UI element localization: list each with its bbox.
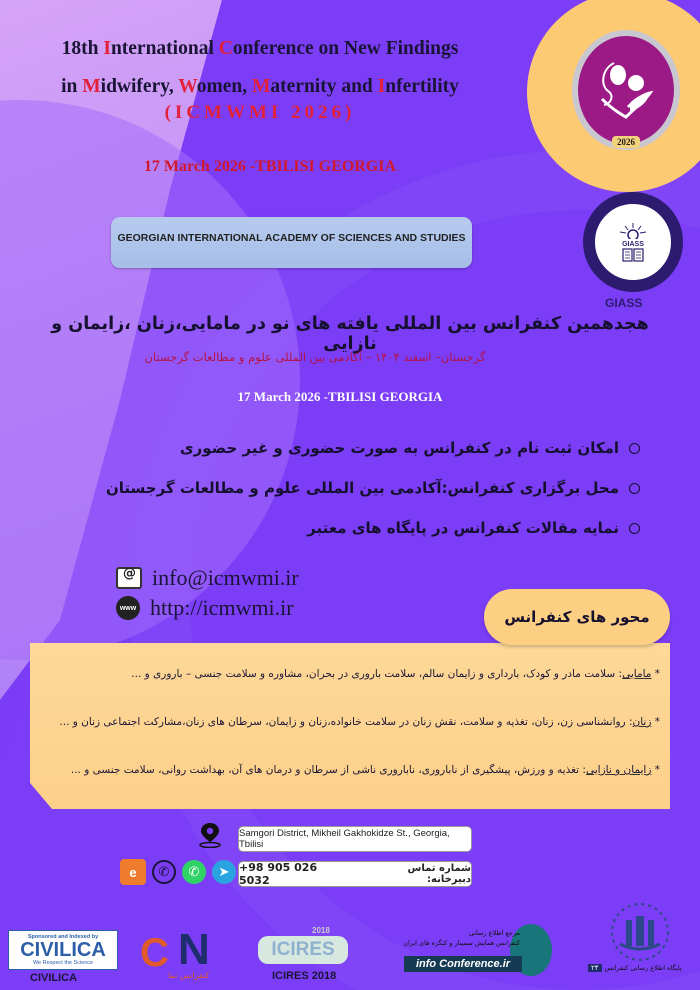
star-bullet-icon: * (654, 764, 660, 776)
giass-seal-inner (593, 202, 673, 282)
bullet-item: نمایه مقالات کنفرانس در پایگاه های معتبر (100, 508, 640, 548)
giass-seal (583, 192, 683, 292)
circle-bullet-icon (629, 483, 640, 494)
civilica-caption: CIVILICA (30, 972, 78, 984)
conference-date-top: 17 March 2026 -TBILISI GEORGIA (143, 158, 397, 175)
icires-caption: ICIRES 2018 (272, 970, 337, 982)
eitaa-icon[interactable]: e (120, 859, 146, 885)
giass-caption: GIASS (605, 296, 643, 310)
email-link[interactable]: info@icmwmi.ir (152, 565, 299, 590)
conference-acronym: (ICMWMI 2026) (164, 102, 356, 123)
phone-icon[interactable]: ✆ (152, 860, 176, 884)
bullet-item: امکان ثبت نام در کنفرانس به صورت حضوری و غیر حضوری (100, 428, 640, 468)
feature-bullets (100, 428, 640, 548)
title-line-1: 18th International Conference on New Findings (61, 38, 459, 59)
icires-logo[interactable]: ICIRES (258, 936, 348, 964)
conference-logo (572, 30, 680, 150)
academy-banner: GEORGIAN INTERNATIONAL ACADEMY OF SCIENCES AND STUDIES (111, 217, 472, 268)
conference-date-middle: 17 March 2026 -TBILISI GEORGIA (237, 389, 443, 404)
logo-year: 2026 (612, 136, 640, 148)
title-line-2: in Midwifery, Women, Maternity and Infertility (61, 76, 459, 97)
star-bullet-icon: * (654, 716, 660, 728)
icires-year: 2018 (312, 926, 330, 935)
topics-heading: محور های کنفرانس (484, 589, 670, 645)
whatsapp-icon[interactable]: ✆ (182, 860, 206, 884)
social-icons (120, 859, 236, 885)
giass-inner-label: GIASS (622, 240, 644, 248)
sun-icon (618, 223, 648, 239)
location-pin-icon (198, 822, 222, 848)
website-row (116, 593, 299, 623)
website-link[interactable]: http://icmwmi.ir (150, 595, 294, 620)
topics-list (40, 660, 660, 804)
persian-subtitle: گرجستان– اسفند ۱۴۰۴ – آکادمی بین المللی علوم و مطالعات گرجستان (144, 350, 486, 364)
english-title (0, 30, 520, 106)
topic-item: * زنان : روانشناسی زن، زنان، تغذیه و سلامت، نقش زنان در سلامت خانواده،زنان و زایمان، سرطان های زنان،مشارکت اجتماعی زنان و ... (59, 716, 660, 728)
conference24-logo[interactable] (600, 900, 680, 970)
www-globe-icon: www (116, 596, 140, 620)
conference24-caption: پایگاه اطلاع رسانی کنفرانس ۲۴ (588, 964, 682, 972)
circle-bullet-icon (629, 443, 640, 454)
infoconference-logo[interactable]: info Conference.ir (404, 956, 522, 972)
email-icon (116, 567, 142, 589)
topic-item: * مامایی : سلامت مادر و کودک، بارداری و زایمان سالم، سلامت باروری در بحران، مشاوره و سلامت جنسی – باروری و ... (131, 668, 660, 680)
star-bullet-icon: * (654, 668, 660, 680)
mother-child-icon (594, 55, 658, 125)
topic-item: * زایمان و نازایی : تغذیه و ورزش، پیشگیری از ناباروری، ناباروری ناشی از سرطان و درمان های آن، بهداشت روانی، سلامت جنسی و ... (70, 764, 660, 776)
bullet-item: محل برگزاری کنفرانس:آکادمی بین المللی علوم و مطالعات گرجستان (100, 468, 640, 508)
phone-box (238, 861, 472, 887)
phone-label: شماره تماس دبیرخانه: (407, 863, 471, 885)
email-row (116, 563, 299, 593)
open-book-icon (622, 248, 644, 262)
civilica-logo[interactable]: Sponsored and Indexed by CIVILICA We Respect the Science (8, 930, 118, 970)
infoconference-tagline: مرجع اطلاع رسانی کنفرانس همایش سمینار و کنگره های ایران (403, 929, 520, 947)
conferencenama-logo[interactable]: C N کنفرانس نما (140, 925, 210, 980)
phone-number[interactable]: +98 905 026 5032 (239, 861, 318, 887)
contact-info (116, 563, 299, 623)
persian-title: هجدهمین کنفرانس بین المللی یافته های نو در مامایی،زنان ،زایمان و نازایی (51, 314, 649, 354)
address-box: Samgori District, Mikheil Gakhokidze St., Georgia, Tbilisi (238, 826, 472, 852)
circle-bullet-icon (629, 523, 640, 534)
telegram-icon[interactable]: ➤ (212, 860, 236, 884)
